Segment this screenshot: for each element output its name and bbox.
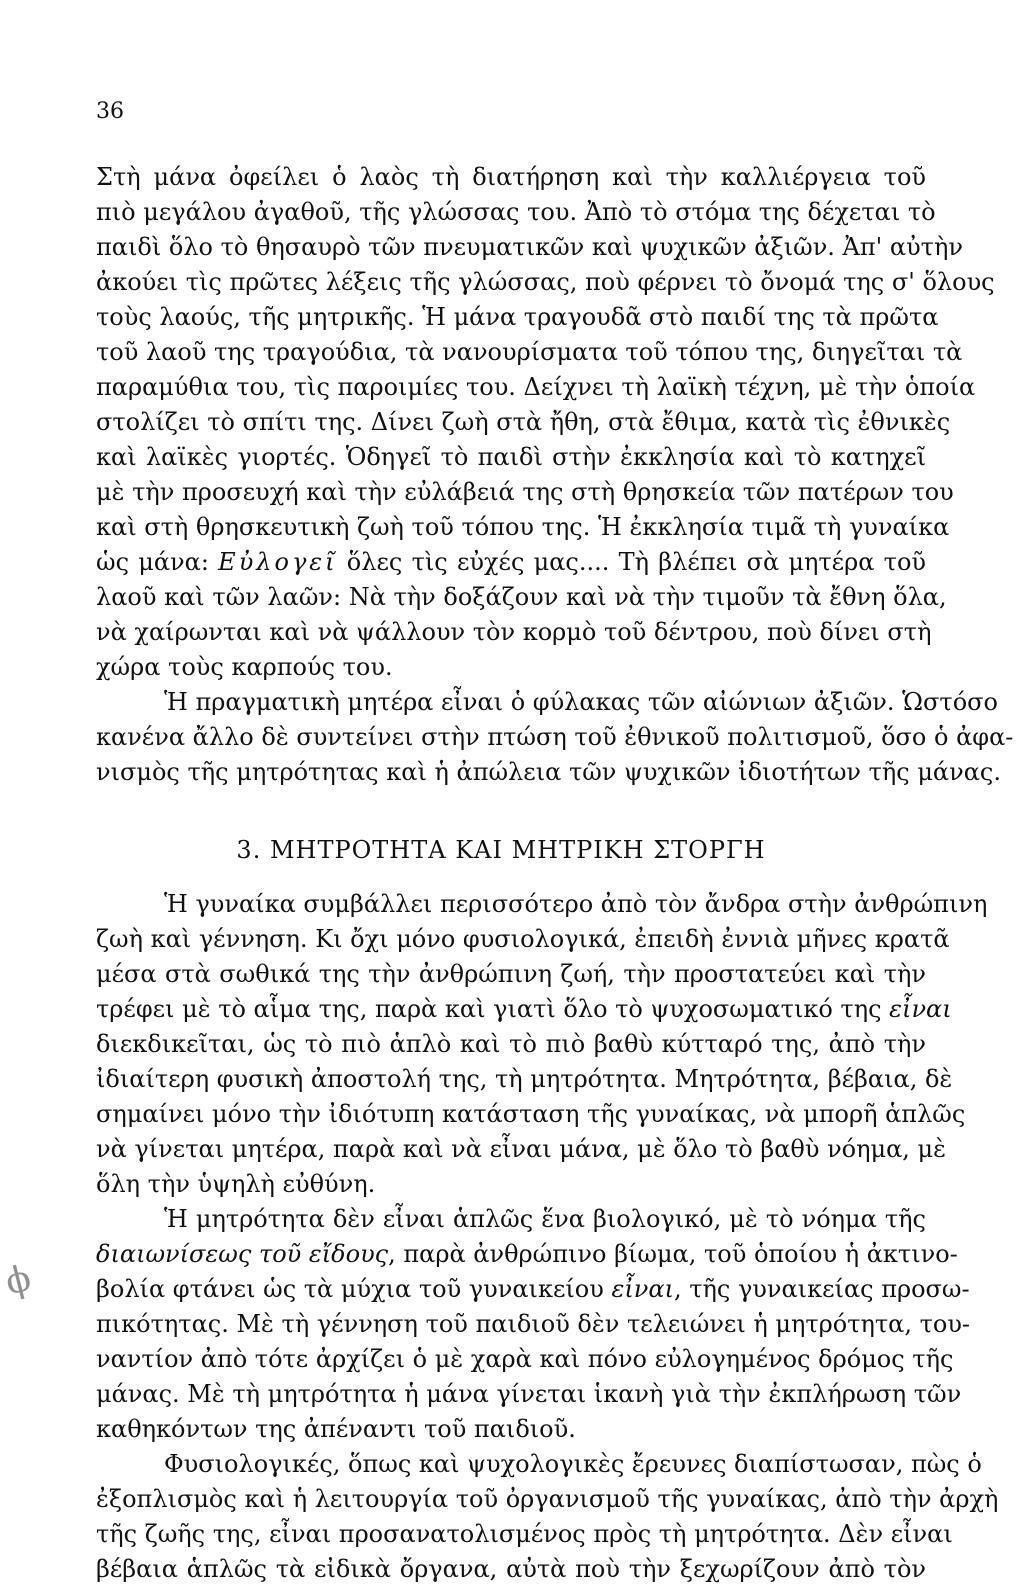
emphasized-word: εἶναι [889, 995, 952, 1023]
text-line: καὶ στὴ θρησκευτικὴ ζωὴ τοῦ τόπου της. Ἡ ἐκκλησία τιμᾶ τὴ γυναίκα [96, 513, 950, 541]
text-run: ὡς μάνα: [96, 548, 219, 576]
text-line: ναντίον ἀπὸ τότε ἀρχίζει ὁ μὲ χαρὰ καὶ πόνο εὐλογημένος δρόμος τῆς [96, 1345, 954, 1373]
text-line: τοῦ λαοῦ της τραγούδια, τὰ νανουρίσματα τοῦ τόπου της, διηγεῖται τὰ [96, 338, 963, 366]
text-line: τοὺς λαούς, τῆς μητρικῆς. Ἡ μάνα τραγουδᾶ στὸ παιδί της τὰ πρῶτα [96, 303, 939, 331]
text-line: χώρα τοὺς καρπούς του. [96, 653, 393, 681]
paragraph-2 [96, 685, 1014, 790]
text-line: ἐξοπλισμὸς καὶ ἡ λειτουργία τοῦ ὀργανισμοῦ τῆς γυναίκας, ἀπὸ τὴν ἀρχὴ [96, 1485, 999, 1513]
text-line: παραμύθια του, τὶς παροιμίες του. Δείχνει τὴ λαϊκὴ τέχνη, μὲ τὴν ὁποία [96, 373, 976, 401]
emphasized-phrase: διαιωνίσεως τοῦ εἴδους [96, 1240, 389, 1268]
text-line [96, 1237, 958, 1272]
section-heading: 3. ΜΗΤΡΟΤΗΤΑ ΚΑΙ ΜΗΤΡΙΚΗ ΣΤΟΡΓΗ [236, 836, 766, 864]
text-run: τρέφει μὲ τὸ αἷμα της, παρὰ καὶ γιατὶ ὅλο τὸ ψυχοσωματικό της [96, 995, 890, 1023]
text-line: πιὸ μεγάλου ἀγαθοῦ, τῆς γλώσσας του. Ἀπὸ τὸ στόμα της δέχεται τὸ [96, 198, 936, 226]
text-line: μὲ τὴν προσευχή καὶ τὴν εὐλάβειά της στὴ θρησκεία τῶν πατέρων του [96, 478, 954, 506]
text-line: ἀκούει τὶς πρῶτες λέξεις τῆς γλώσσας, ποὺ φέρνει τὸ ὄνομά της σ' ὅλους [96, 268, 995, 296]
text-line: βέβαια ἁπλῶς τὰ εἰδικὰ ὄργανα, αὐτὰ ποὺ τὴν ξεχωρίζουν ἀπὸ τὸν [96, 1555, 926, 1583]
paragraph-4 [96, 1202, 971, 1447]
handwritten-margin-mark: ϕ [1, 1257, 36, 1304]
text-line: ζωὴ καὶ γέννηση. Κι ὄχι μόνο φυσιολογικά, ἐπειδὴ ἐννιὰ μῆνες κρατᾶ [96, 925, 950, 953]
text-line: Ἡ γυναίκα συμβάλλει περισσότερο ἀπὸ τὸν ἄνδρα στὴν ἀνθρώπινη [164, 890, 988, 918]
emphasized-word: Εὐλογεῖ [218, 548, 338, 576]
emphasized-word: εἶναι [611, 1275, 674, 1303]
text-line: παιδὶ ὅλο τὸ θησαυρὸ τῶν πνευματικῶν καὶ ψυχικῶν ἀξιῶν. Ἀπ' αὐτὴν [96, 233, 963, 261]
text-line: μέσα στὰ σωθικά της τὴν ἀνθρώπινη ζωή, τὴν προστατεύει καὶ τὴν [96, 960, 926, 988]
text-line: ὅλη τὴν ὑψηλὴ εὐθύνη. [96, 1170, 376, 1198]
text-line: καὶ λαϊκὲς γιορτές. Ὁδηγεῖ τὸ παιδὶ στὴν ἐκκλησία καὶ τὸ κατηχεῖ [96, 443, 926, 471]
paragraph-3 [96, 887, 988, 1202]
text-line: καθηκόντων της ἀπέναντι τοῦ παιδιοῦ. [96, 1415, 576, 1443]
text-line: μάνας. Μὲ τὴ μητρότητα ἡ μάνα γίνεται ἱκανὴ γιὰ τὴν ἐκπλήρωση τῶν [96, 1380, 962, 1408]
text-line: νὰ χαίρωνται καὶ νὰ ψάλλουν τὸν κορμὸ τοῦ δέντρου, ποὺ δίνει στὴ [96, 618, 932, 646]
text-line: τῆς ζωῆς της, εἶναι προσανατολισμένος πρὸς τὴ μητρότητα. Δὲν εἶναι [96, 1520, 953, 1548]
text-run: , παρὰ ἀνθρώπινο βίωμα, τοῦ ὁποίου ἡ ἀκτινο- [388, 1240, 958, 1268]
text-line [96, 545, 926, 580]
text-line: σημαίνει μόνο τὴν ἰδιότυπη κατάσταση τῆς γυναίκας, νὰ μπορῆ ἁπλῶς [96, 1100, 966, 1128]
text-line [96, 1272, 970, 1307]
text-run: ὅλες τὶς εὐχές μας.... Τὴ βλέπει σὰ μητέρα τοῦ [337, 548, 926, 576]
paragraph-1 [96, 160, 995, 685]
text-line: ἰδιαίτερη φυσικὴ ἀποστολή της, τὴ μητρότητα. Μητρότητα, βέβαια, δὲ [96, 1065, 953, 1093]
text-run: βολία φτάνει ὡς τὰ μύχια τοῦ γυναικείου [96, 1275, 612, 1303]
text-line: κανένα ἄλλο δὲ συντείνει στὴν πτώση τοῦ ἐθνικοῦ πολιτισμοῦ, ὅσο ὁ ἀφα- [96, 723, 1014, 751]
page-body [96, 160, 1014, 1587]
text-run: , τῆς γυναικείας προσω- [673, 1275, 970, 1303]
text-line: νὰ γίνεται μητέρα, παρὰ καὶ νὰ εἶναι μάνα, μὲ ὅλο τὸ βαθὺ νόημα, μὲ [96, 1135, 947, 1163]
paragraph-5 [96, 1447, 999, 1587]
text-line [96, 992, 952, 1027]
text-line: νισμὸς τῆς μητρότητας καὶ ἡ ἀπώλεια τῶν ψυχικῶν ἰδιοτήτων τῆς μάνας. [96, 758, 1002, 786]
text-line: διεκδικεῖται, ὡς τὸ πιὸ ἁπλὸ καὶ τὸ πιὸ βαθὺ κύτταρό της, ἀπὸ τὴν [96, 1030, 926, 1058]
text-line: Ἡ πραγματικὴ μητέρα εἶναι ὁ φύλακας τῶν αἰώνιων ἀξιῶν. Ὡστόσο [164, 688, 998, 716]
text-line: Στὴ μάνα ὀφείλει ὁ λαὸς τὴ διατήρηση καὶ τὴν καλλιέργεια τοῦ [96, 163, 926, 191]
text-line: λαοῦ καὶ τῶν λαῶν: Νὰ τὴν δοξάζουν καὶ νὰ τὴν τιμοῦν τὰ ἔθνη ὅλα, [96, 583, 947, 611]
text-line: Ἡ μητρότητα δὲν εἶναι ἁπλῶς ἕνα βιολογικό, μὲ τὸ νόημα τῆς [164, 1205, 926, 1233]
page-number: 36 [96, 99, 124, 124]
text-line: Φυσιολογικές, ὅπως καὶ ψυχολογικὲς ἔρευνες διαπίστωσαν, πὼς ὁ [164, 1450, 982, 1478]
text-line: στολίζει τὸ σπίτι της. Δίνει ζωὴ στὰ ἤθη, στὰ ἔθιμα, κατὰ τὶς ἐθνικὲς [96, 408, 951, 436]
text-line: πικότητας. Μὲ τὴ γέννηση τοῦ παιδιοῦ δὲν τελειώνει ἡ μητρότητα, του- [96, 1310, 971, 1338]
